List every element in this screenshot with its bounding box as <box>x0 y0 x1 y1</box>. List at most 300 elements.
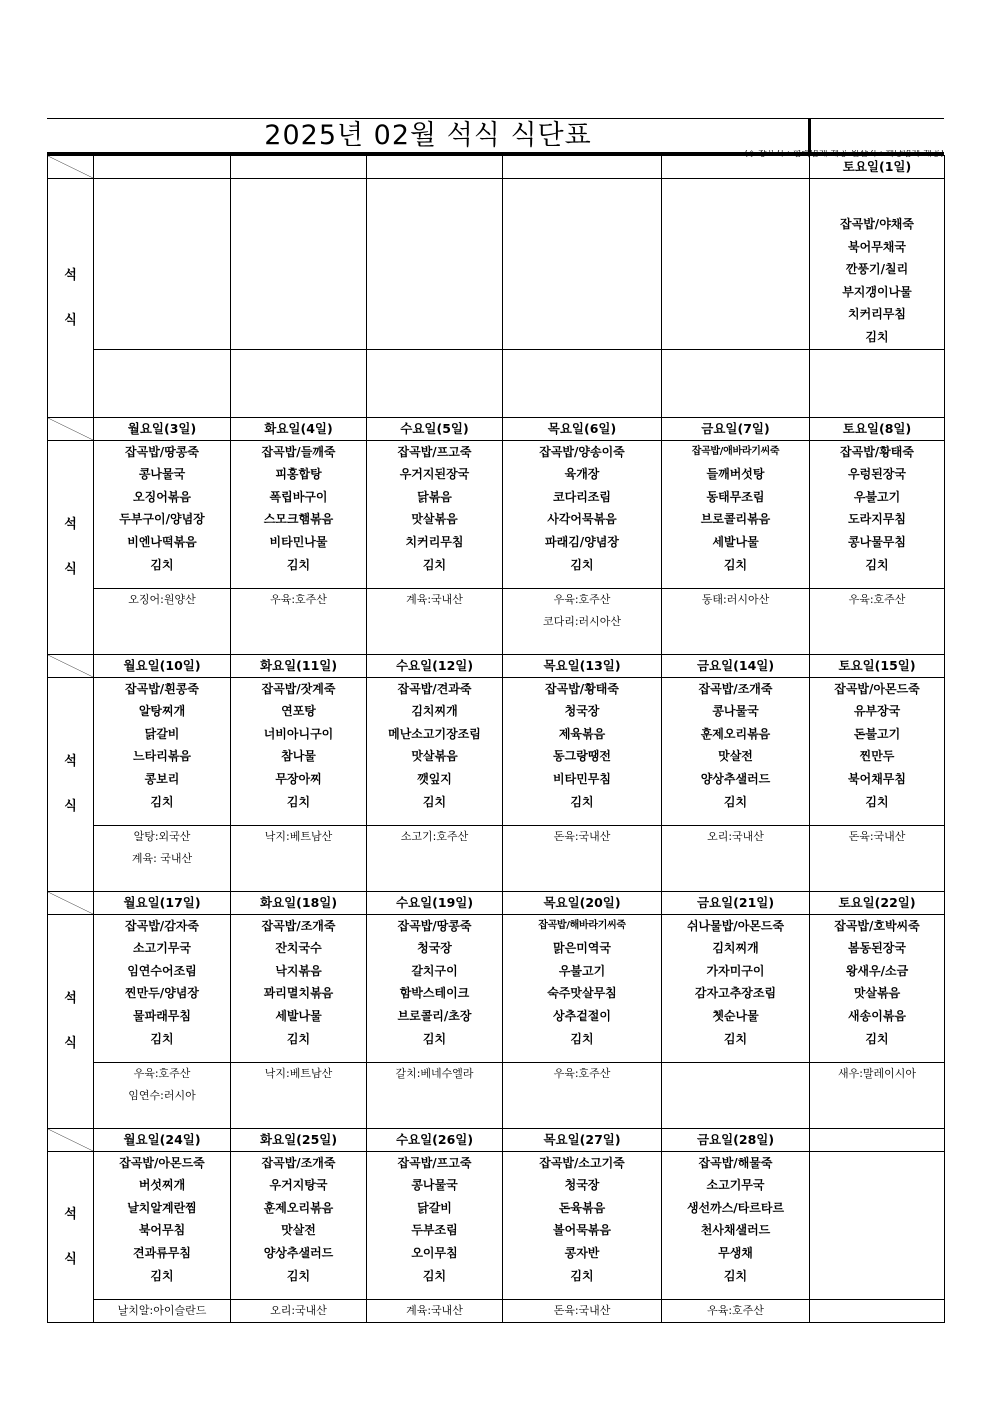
day-header: 수요일(19일) <box>367 891 503 914</box>
menu-item: 김치 <box>865 329 889 344</box>
menu-item: 비타민나물 <box>269 534 328 549</box>
corner-cell <box>48 654 94 677</box>
menu-item: 양상추샐러드 <box>700 771 771 786</box>
menu-item: 함박스테이크 <box>399 986 470 1001</box>
menu-item: 유부장국 <box>853 704 901 719</box>
origin-item: 새우:말레이시아 <box>837 1066 917 1080</box>
menu-item: 깐풍기/칠리 <box>845 262 909 277</box>
origin-cell <box>231 349 367 417</box>
menu-item: 양상추샐러드 <box>263 1245 334 1260</box>
menu-item: 가자미구이 <box>706 963 765 978</box>
origin-cell <box>662 349 810 417</box>
menu-item: 폭립바구이 <box>269 489 328 504</box>
meal-label-char: 석 <box>64 754 77 770</box>
menu-item: 돈불고기 <box>853 726 901 741</box>
menu-cell <box>810 440 945 588</box>
menu-item: 동그랑땡전 <box>553 749 611 764</box>
origin-item: 코다리:러시아산 <box>542 615 622 629</box>
origin-item: 낙지:베트남산 <box>264 829 333 843</box>
origin-item: 임연수:러시아 <box>128 1089 196 1103</box>
menu-item: 무장아찌 <box>275 771 322 786</box>
origin-cell <box>367 588 503 654</box>
menu-item: 김치 <box>570 1031 594 1046</box>
menu-item: 맛살볶음 <box>853 986 901 1001</box>
menu-item: 김치찌개 <box>712 941 759 956</box>
menu-item: 잡곡밥/조개죽 <box>261 918 336 933</box>
menu-item: 맑은미역국 <box>553 941 611 956</box>
origin-cell <box>503 1062 662 1128</box>
meal-label <box>48 179 94 418</box>
menu-table <box>47 155 945 1323</box>
menu-item: 코다리조림 <box>553 489 611 504</box>
menu-item: 브로콜리볶음 <box>700 512 771 527</box>
menu-item: 치커리무침 <box>405 534 464 549</box>
menu-item: 무생채 <box>718 1245 753 1260</box>
menu-item: 맛살전 <box>718 749 753 764</box>
origin-row <box>48 825 945 891</box>
menu-item: 잡곡밥/야채죽 <box>840 217 914 231</box>
menu-item: 물파래무침 <box>133 1008 191 1023</box>
menu-item: 김치 <box>865 794 889 809</box>
day-header: 금요일(7일) <box>662 417 810 440</box>
day-header: 수요일(5일) <box>367 417 503 440</box>
menu-item: 김치 <box>150 794 174 809</box>
menu-item: 비타민무침 <box>553 771 611 786</box>
origin-item: 오징어:원양산 <box>128 592 196 606</box>
diagonal-line <box>48 418 93 440</box>
origin-cell <box>367 825 503 891</box>
menu-cell <box>94 1151 231 1299</box>
menu-item: 청국장 <box>564 704 600 719</box>
day-header: 목요일(13일) <box>503 654 662 677</box>
menu-item: 김치 <box>150 1031 174 1046</box>
origin-cell <box>503 349 662 417</box>
menu-item: 맛살볶음 <box>411 749 458 764</box>
origin-cell <box>231 1062 367 1128</box>
day-header <box>94 156 231 179</box>
menu-item: 김치 <box>422 1031 447 1046</box>
menu-cell <box>503 677 662 825</box>
menu-item: 잡곡밥/흰콩죽 <box>125 681 199 696</box>
origin-cell <box>810 1299 945 1323</box>
menu-item: 콩나물국 <box>411 1178 458 1193</box>
menu-item: 우렁된장국 <box>848 467 906 482</box>
origin-cell <box>367 349 503 417</box>
menu-item: 느타리볶음 <box>133 749 191 764</box>
meal-label <box>48 677 94 891</box>
day-header: 목요일(20일) <box>503 891 662 914</box>
meal-label-char: 식 <box>64 312 77 328</box>
menu-item: 잡곡밥/황태죽 <box>840 444 914 459</box>
menu-row <box>48 179 945 350</box>
menu-item: 찐만두 <box>859 749 895 764</box>
meal-label-char: 석 <box>64 517 77 533</box>
origin-item: 낙지:베트남산 <box>264 1066 333 1080</box>
menu-cell <box>810 179 945 350</box>
menu-item: 콩나물국 <box>712 704 759 719</box>
menu-item: 두부구이/양념장 <box>119 512 205 527</box>
origin-item: 오리:국내산 <box>707 829 764 843</box>
day-header: 월요일(17일) <box>94 891 231 914</box>
menu-item: 제육볶음 <box>558 726 606 741</box>
meal-label <box>48 440 94 654</box>
menu-item: 닭갈비 <box>144 726 180 741</box>
menu-cell <box>367 440 503 588</box>
origin-item: 날치알:아이슬란드 <box>117 1303 207 1317</box>
menu-item: 잡곡밥/조개죽 <box>261 1155 336 1170</box>
week-header-row <box>48 417 945 440</box>
menu-item: 김치 <box>570 794 594 809</box>
menu-item: 돈육볶음 <box>558 1200 606 1215</box>
menu-item: 잡곡밥/해물죽 <box>698 1155 773 1170</box>
origin-cell <box>503 1299 662 1323</box>
day-header: 금요일(21일) <box>662 891 810 914</box>
origin-cell <box>810 588 945 654</box>
menu-item: 김치 <box>422 557 447 572</box>
menu-item: 맛살전 <box>281 1223 316 1238</box>
menu-item: 우거지탕국 <box>269 1178 328 1193</box>
menu-item: 너비아니구이 <box>263 726 334 741</box>
week-header-row <box>48 891 945 914</box>
menu-item: 잡곡밥/땅콩죽 <box>397 918 472 933</box>
day-header <box>810 1128 945 1151</box>
menu-item: 들깨버섯탕 <box>706 467 765 482</box>
menu-cell <box>94 440 231 588</box>
supplier-note: (◈ 창표시 : 협력업체 제공 원산지 : 해당업체 제공) <box>744 150 944 159</box>
menu-item: 잡곡밥/프고죽 <box>397 1155 472 1170</box>
menu-item: 청국장 <box>417 941 452 956</box>
meal-label <box>48 1151 94 1323</box>
origin-cell <box>810 825 945 891</box>
origin-cell <box>94 1062 231 1128</box>
menu-item: 김치 <box>422 794 447 809</box>
menu-item: 김치 <box>570 557 594 572</box>
origin-cell <box>810 1062 945 1128</box>
menu-item: 김치 <box>286 1031 311 1046</box>
meal-label-char: 식 <box>64 799 77 815</box>
menu-item: 날치알계란찜 <box>127 1200 197 1215</box>
diagonal-line <box>48 655 93 677</box>
menu-item: 임연수어조림 <box>127 963 197 978</box>
origin-item: 알탕:외국산 <box>133 829 191 843</box>
menu-item: 브로콜리/초장 <box>397 1008 472 1023</box>
origin-cell <box>94 588 231 654</box>
menu-cell <box>503 179 662 350</box>
day-header: 화요일(11일) <box>231 654 367 677</box>
origin-cell <box>94 349 231 417</box>
menu-cell <box>810 677 945 825</box>
day-header: 목요일(27일) <box>503 1128 662 1151</box>
menu-item: 생선까스/타르타르 <box>686 1200 785 1215</box>
menu-item: 잡곡밥/호박씨죽 <box>834 918 920 933</box>
menu-item: 김치 <box>723 1031 748 1046</box>
origin-cell <box>662 1062 810 1128</box>
menu-item: 잡곡밥/아몬드죽 <box>119 1155 205 1170</box>
origin-row <box>48 1062 945 1128</box>
menu-item: 새송이볶음 <box>848 1008 906 1023</box>
menu-item: 오이무침 <box>411 1245 458 1260</box>
menu-cell <box>231 179 367 350</box>
origin-item: 돈육:국내산 <box>848 829 906 843</box>
menu-cell <box>94 914 231 1062</box>
origin-item: 계육: 국내산 <box>131 852 193 866</box>
corner-cell <box>48 891 94 914</box>
menu-cell <box>367 179 503 350</box>
origin-item: 우육:호주산 <box>133 1066 191 1080</box>
meal-label-char: 석 <box>64 1206 77 1222</box>
menu-item: 콩나물무침 <box>848 534 906 549</box>
menu-item: 우불고기 <box>558 963 606 978</box>
menu-item: 북어무침 <box>138 1223 186 1238</box>
day-header: 토요일(15일) <box>810 654 945 677</box>
menu-item: 부지갱이나물 <box>842 284 912 299</box>
menu-item: 왕새우/소금 <box>845 963 909 978</box>
menu-item: 꽈리멸치볶음 <box>263 986 334 1001</box>
menu-item: 찐만두/양념장 <box>125 986 199 1001</box>
day-header: 토요일(8일) <box>810 417 945 440</box>
menu-item: 동태무조림 <box>706 489 765 504</box>
menu-item: 봄동된장국 <box>848 941 906 956</box>
origin-cell <box>662 588 810 654</box>
menu-cell <box>231 440 367 588</box>
menu-cell <box>231 677 367 825</box>
menu-item: 낙지볶음 <box>275 963 322 978</box>
menu-item: 상추겉절이 <box>553 1008 611 1023</box>
page-title: 2025년 02월 석식 식단표 <box>264 120 592 151</box>
menu-item: 잡곡밥/소고기죽 <box>539 1155 625 1170</box>
menu-item: 김치 <box>723 1268 748 1283</box>
day-header: 월요일(10일) <box>94 654 231 677</box>
menu-item: 소고기무국 <box>706 1178 765 1193</box>
menu-item: 비엔나떡볶음 <box>127 534 197 549</box>
day-header: 금요일(28일) <box>662 1128 810 1151</box>
origin-item: 돈육:국내산 <box>553 1303 611 1317</box>
menu-row <box>48 1151 945 1299</box>
day-header: 수요일(26일) <box>367 1128 503 1151</box>
menu-item: 잡곡밥/애바라기씨죽 <box>691 445 780 457</box>
menu-cell <box>662 440 810 588</box>
menu-item: 쉬나물밥/아몬드죽 <box>686 918 785 933</box>
origin-item: 우육:호주산 <box>553 592 611 606</box>
day-header: 토요일(22일) <box>810 891 945 914</box>
menu-item: 두부조림 <box>411 1223 458 1238</box>
menu-item: 잡곡밥/들깨죽 <box>261 444 336 459</box>
menu-item: 김치 <box>570 1268 594 1283</box>
day-header: 월요일(3일) <box>94 417 231 440</box>
menu-item: 닭갈비 <box>417 1200 452 1215</box>
menu-item: 버섯찌개 <box>138 1178 186 1193</box>
menu-item: 김치 <box>286 1268 311 1283</box>
menu-item: 세발나물 <box>712 534 759 549</box>
meal-label-char: 식 <box>64 1036 77 1052</box>
origin-row <box>48 588 945 654</box>
title-divider <box>808 119 811 152</box>
menu-item: 김치 <box>865 1031 889 1046</box>
origin-cell <box>662 1299 810 1323</box>
origin-cell <box>94 1299 231 1323</box>
menu-cell <box>662 179 810 350</box>
menu-sheet <box>47 118 944 1323</box>
day-header: 월요일(24일) <box>94 1128 231 1151</box>
menu-item: 김치 <box>286 794 311 809</box>
origin-item: 우육:호주산 <box>553 1066 611 1080</box>
menu-row <box>48 677 945 825</box>
origin-row <box>48 1299 945 1323</box>
menu-item: 잡곡밥/땅콩죽 <box>125 444 199 459</box>
menu-cell <box>662 1151 810 1299</box>
menu-item: 잡곡밥/조개죽 <box>698 681 773 696</box>
origin-row <box>48 349 945 417</box>
menu-cell <box>231 1151 367 1299</box>
menu-item: 세발나물 <box>275 1008 322 1023</box>
origin-cell <box>810 349 945 417</box>
menu-cell <box>662 914 810 1062</box>
origin-cell <box>367 1299 503 1323</box>
menu-item: 잡곡밥/양송이죽 <box>539 444 625 459</box>
day-header: 화요일(25일) <box>231 1128 367 1151</box>
origin-item: 동태:러시아산 <box>701 592 770 606</box>
week-header-row <box>48 654 945 677</box>
menu-item: 소고기무국 <box>133 941 191 956</box>
week-header-row <box>48 1128 945 1151</box>
diagonal-line <box>48 892 93 914</box>
menu-cell <box>503 440 662 588</box>
menu-item: 청국장 <box>564 1178 600 1193</box>
menu-item: 김치 <box>150 557 174 572</box>
menu-item: 김치 <box>723 557 748 572</box>
day-header: 화요일(4일) <box>231 417 367 440</box>
menu-item: 치커리무침 <box>848 307 906 322</box>
menu-item: 숙주맛살무침 <box>547 986 617 1001</box>
day-header: 수요일(12일) <box>367 654 503 677</box>
menu-cell <box>367 1151 503 1299</box>
menu-item: 천사채샐러드 <box>700 1223 771 1238</box>
menu-item: 알탕찌개 <box>138 704 186 719</box>
menu-item: 잡곡밥/해바라기씨죽 <box>538 919 626 931</box>
day-header: 화요일(18일) <box>231 891 367 914</box>
meal-label-char: 식 <box>64 1251 77 1267</box>
menu-item: 견과류무침 <box>133 1245 191 1260</box>
menu-item: 사각어묵볶음 <box>547 512 617 527</box>
menu-cell <box>810 1151 945 1299</box>
menu-item: 북어채무침 <box>848 771 906 786</box>
origin-item: 우육:호주산 <box>707 1303 764 1317</box>
corner-cell <box>48 156 94 179</box>
origin-cell <box>662 825 810 891</box>
menu-cell <box>810 914 945 1062</box>
title-row <box>47 118 944 159</box>
menu-item: 잡곡밥/잣계죽 <box>261 681 336 696</box>
origin-item: 우육:호주산 <box>848 592 906 606</box>
menu-item: 닭볶음 <box>417 489 452 504</box>
day-header: 토요일(1일) <box>810 156 945 179</box>
menu-item: 육개장 <box>564 467 600 482</box>
origin-cell <box>503 588 662 654</box>
meal-label <box>48 914 94 1128</box>
origin-item: 돈육:국내산 <box>553 829 611 843</box>
menu-item: 김치 <box>723 794 748 809</box>
menu-item: 잡곡밥/황태죽 <box>545 681 619 696</box>
corner-cell <box>48 417 94 440</box>
origin-cell <box>231 588 367 654</box>
menu-item: 북어무채국 <box>848 239 906 254</box>
menu-item: 훈제오리볶음 <box>263 1200 334 1215</box>
menu-item: 맛살볶음 <box>411 512 458 527</box>
menu-item: 콩자반 <box>564 1245 600 1260</box>
menu-cell <box>94 179 231 350</box>
menu-item: 훈제오리볶음 <box>700 726 771 741</box>
menu-item: 잡곡밥/프고죽 <box>397 444 472 459</box>
day-header <box>367 156 503 179</box>
menu-item: 참나물 <box>281 749 316 764</box>
menu-item: 콩나물국 <box>138 467 186 482</box>
menu-item: 김치 <box>286 557 311 572</box>
origin-item: 오리:국내산 <box>270 1303 327 1317</box>
diagonal-line <box>48 156 93 178</box>
menu-item: 갈치구이 <box>411 963 458 978</box>
day-header: 금요일(14일) <box>662 654 810 677</box>
origin-cell <box>94 825 231 891</box>
menu-cell <box>662 677 810 825</box>
diagonal-line <box>48 1129 93 1151</box>
origin-cell <box>231 825 367 891</box>
day-header <box>231 156 367 179</box>
menu-item: 피홍합탕 <box>275 467 322 482</box>
menu-item: 감자고추장조림 <box>694 986 777 1001</box>
menu-item: 연포탕 <box>281 704 316 719</box>
menu-item: 잡곡밥/아몬드죽 <box>834 681 920 696</box>
day-header: 목요일(6일) <box>503 417 662 440</box>
origin-item: 소고기:호주산 <box>400 829 469 843</box>
menu-cell <box>231 914 367 1062</box>
menu-item: 잔치국수 <box>275 941 322 956</box>
menu-item: 김치 <box>150 1268 174 1283</box>
menu-item: 볼어묵볶음 <box>553 1223 611 1238</box>
origin-item: 갈치:베네수엘라 <box>395 1066 474 1080</box>
menu-cell <box>503 1151 662 1299</box>
menu-item: 우거지된장국 <box>399 467 470 482</box>
menu-cell <box>503 914 662 1062</box>
menu-item: 메난소고기장조림 <box>388 726 481 741</box>
meal-label-char: 석 <box>64 991 77 1007</box>
origin-cell <box>367 1062 503 1128</box>
menu-item: 잡곡밥/감자죽 <box>125 918 199 933</box>
menu-item: 스모크햄볶음 <box>263 512 334 527</box>
menu-cell <box>94 677 231 825</box>
menu-cell <box>367 914 503 1062</box>
menu-item: 파래김/양념장 <box>545 534 619 549</box>
menu-item: 쳇순나물 <box>712 1008 759 1023</box>
menu-item: 김치 <box>865 557 889 572</box>
menu-item: 도라지무침 <box>848 512 906 527</box>
meal-label-char: 석 <box>64 267 77 283</box>
menu-row <box>48 440 945 588</box>
origin-cell <box>503 825 662 891</box>
menu-item: 잡곡밥/견과죽 <box>397 681 472 696</box>
menu-item: 깻잎지 <box>417 771 452 786</box>
corner-cell <box>48 1128 94 1151</box>
menu-item: 우불고기 <box>853 489 901 504</box>
meal-label-char: 식 <box>64 562 77 578</box>
menu-item: 콩보리 <box>144 771 180 786</box>
origin-cell <box>231 1299 367 1323</box>
menu-item: 김치찌개 <box>411 704 458 719</box>
menu-item: 김치 <box>422 1268 447 1283</box>
origin-item: 계육:국내산 <box>406 1303 463 1317</box>
menu-item: 오징어볶음 <box>133 489 191 504</box>
menu-cell <box>367 677 503 825</box>
origin-item: 계육:국내산 <box>406 592 463 606</box>
